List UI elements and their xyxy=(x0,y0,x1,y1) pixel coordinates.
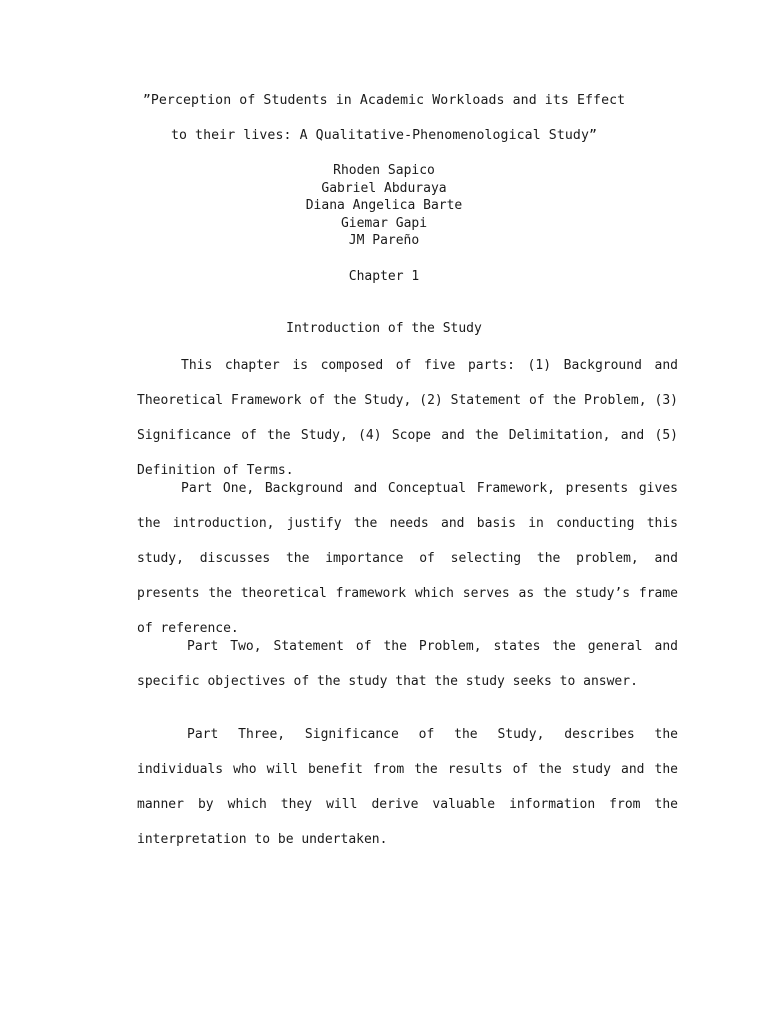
paragraph-text: This chapter is composed of five parts: (1) Background and Theoretical Framework of the Study, (2) Statement of the Problem, (3) Significance of the Study, (4) Scope and the Delimitation, and (5) Definition of Terms. xyxy=(137,358,678,478)
title-line-2: to their lives: A Qualitative-Phenomenological Study” xyxy=(170,128,598,143)
section-heading: Introduction of the Study xyxy=(286,321,482,336)
title-line-1: ”Perception of Students in Academic Workloads and its Effect xyxy=(142,93,626,108)
author-name: Giemar Gapi xyxy=(340,216,428,231)
body-paragraph xyxy=(137,471,678,646)
paragraph-text: Part One, Background and Conceptual Framework, presents gives the introduction, justify the needs and basis in conducting this study, discusses the importance of selecting the problem, and presents the theoretical framework which serves as the study’s frame of reference. xyxy=(137,481,678,636)
body-paragraph xyxy=(137,717,678,857)
author-name: JM Pareño xyxy=(348,233,420,248)
author-name: Rhoden Sapico xyxy=(333,163,435,178)
body-paragraph xyxy=(137,348,678,488)
author-name: Diana Angelica Barte xyxy=(305,198,463,213)
paragraph-text: Part Three, Significance of the Study, describes the individuals who will benefit from the results of the study and the manner by which they will derive valuable information from the interpretation to be undertaken. xyxy=(137,727,678,847)
chapter-label: Chapter 1 xyxy=(348,269,420,284)
author-name: Gabriel Abduraya xyxy=(321,181,447,196)
paragraph-text: Part Two, Statement of the Problem, states the general and specific objectives of the study that the study seeks to answer. xyxy=(137,639,678,689)
body-paragraph xyxy=(137,629,678,699)
